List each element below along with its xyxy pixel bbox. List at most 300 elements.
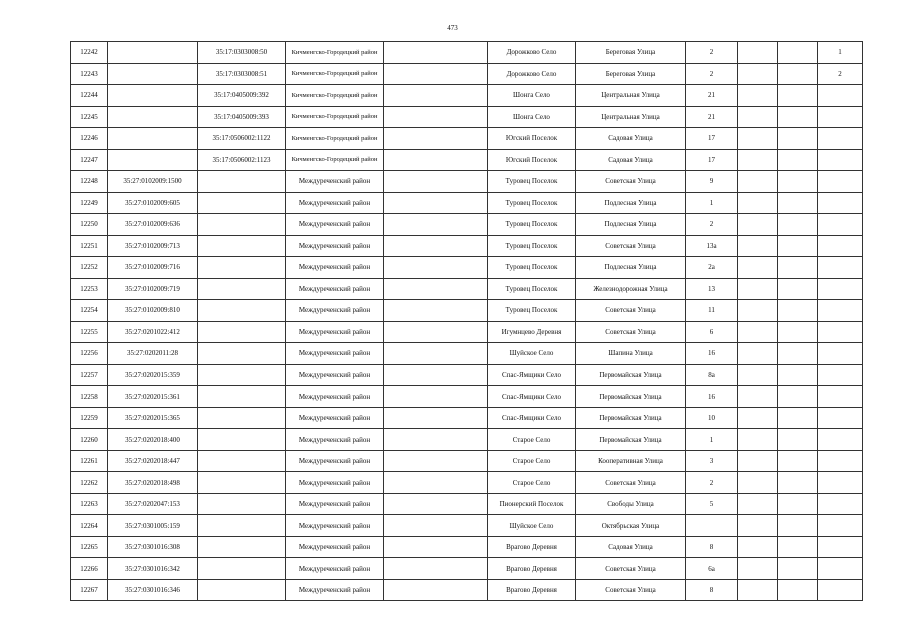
extra-cell-3: 2: [818, 63, 863, 85]
table-row: [71, 192, 863, 214]
cadastral-number-primary: 35:27:0202015:365: [108, 407, 198, 429]
cadastral-number-secondary: [198, 579, 286, 601]
row-number: 12244: [71, 85, 108, 107]
district: Междуреченский район: [286, 386, 384, 408]
street: Советская Улица: [576, 321, 686, 343]
settlement: Пионерский Поселок: [488, 493, 576, 515]
row-number: 12261: [71, 450, 108, 472]
extra-cell: [384, 85, 488, 107]
registry-body: [71, 42, 863, 601]
extra-cell-2: [778, 429, 818, 451]
extra-cell-1: [738, 106, 778, 128]
street: Советская Улица: [576, 472, 686, 494]
extra-cell-3: [818, 515, 863, 537]
extra-cell: [384, 257, 488, 279]
street: Кооперативная Улица: [576, 450, 686, 472]
table-row: [71, 214, 863, 236]
settlement: Туровец Поселок: [488, 192, 576, 214]
district: Междуреченский район: [286, 536, 384, 558]
cadastral-number-primary: 35:27:0202018:498: [108, 472, 198, 494]
settlement: Туровец Поселок: [488, 300, 576, 322]
extra-cell-1: [738, 364, 778, 386]
cadastral-number-primary: 35:27:0201022:412: [108, 321, 198, 343]
cadastral-number-primary: 35:27:0202015:361: [108, 386, 198, 408]
extra-cell-3: [818, 450, 863, 472]
street: Центральная Улица: [576, 106, 686, 128]
extra-cell-2: [778, 85, 818, 107]
district: Междуреченский район: [286, 343, 384, 365]
extra-cell: [384, 493, 488, 515]
cadastral-number-secondary: [198, 558, 286, 580]
district: Кичменгско-Городецкий район: [286, 85, 384, 107]
row-number: 12247: [71, 149, 108, 171]
extra-cell-2: [778, 128, 818, 150]
settlement: Игумнцево Деревня: [488, 321, 576, 343]
extra-cell-3: [818, 192, 863, 214]
row-number: 12257: [71, 364, 108, 386]
extra-cell-3: [818, 128, 863, 150]
settlement: Югский Поселок: [488, 128, 576, 150]
extra-cell-3: [818, 472, 863, 494]
extra-cell-3: [818, 579, 863, 601]
extra-cell-1: [738, 85, 778, 107]
table-row: [71, 85, 863, 107]
extra-cell-1: [738, 429, 778, 451]
cadastral-number-secondary: 35:17:0405009:393: [198, 106, 286, 128]
table-row: [71, 579, 863, 601]
cadastral-number-secondary: [198, 429, 286, 451]
settlement: Врагово Деревня: [488, 558, 576, 580]
table-row: [71, 63, 863, 85]
street: Центральная Улица: [576, 85, 686, 107]
registry-table: [70, 41, 863, 601]
extra-cell: [384, 407, 488, 429]
extra-cell-2: [778, 192, 818, 214]
row-number: 12242: [71, 42, 108, 64]
house-number: 17: [686, 149, 738, 171]
extra-cell: [384, 300, 488, 322]
cadastral-number-secondary: [198, 300, 286, 322]
street: Первомайская Улица: [576, 386, 686, 408]
street: Садовая Улица: [576, 149, 686, 171]
cadastral-number-primary: [108, 149, 198, 171]
house-number: 13а: [686, 235, 738, 257]
extra-cell-1: [738, 321, 778, 343]
extra-cell-1: [738, 450, 778, 472]
settlement: Спас-Ямщики Село: [488, 407, 576, 429]
district: Междуреченский район: [286, 257, 384, 279]
district: Междуреченский район: [286, 214, 384, 236]
table-row: [71, 493, 863, 515]
cadastral-number-secondary: [198, 321, 286, 343]
extra-cell-1: [738, 300, 778, 322]
settlement: Шуйское Село: [488, 515, 576, 537]
street: Советская Улица: [576, 235, 686, 257]
house-number: [686, 515, 738, 537]
district: Междуреченский район: [286, 450, 384, 472]
street: Садовая Улица: [576, 128, 686, 150]
table-row: [71, 536, 863, 558]
extra-cell-2: [778, 171, 818, 193]
extra-cell-3: [818, 149, 863, 171]
extra-cell-2: [778, 472, 818, 494]
extra-cell-2: [778, 343, 818, 365]
extra-cell: [384, 63, 488, 85]
street: Железнодорожная Улица: [576, 278, 686, 300]
cadastral-number-secondary: [198, 171, 286, 193]
extra-cell-1: [738, 343, 778, 365]
house-number: 2: [686, 472, 738, 494]
table-row: [71, 515, 863, 537]
house-number: 2: [686, 42, 738, 64]
cadastral-number-primary: 35:27:0202015:359: [108, 364, 198, 386]
district: Междуреченский район: [286, 278, 384, 300]
cadastral-number-secondary: 35:17:0405009:392: [198, 85, 286, 107]
district: Кичменгско-Городецкий район: [286, 128, 384, 150]
settlement: Шуйское Село: [488, 343, 576, 365]
extra-cell-1: [738, 493, 778, 515]
cadastral-number-secondary: [198, 386, 286, 408]
extra-cell: [384, 343, 488, 365]
extra-cell: [384, 321, 488, 343]
street: Первомайская Улица: [576, 407, 686, 429]
extra-cell-2: [778, 149, 818, 171]
page-number: 473: [447, 24, 458, 32]
street: Советская Улица: [576, 300, 686, 322]
cadastral-number-secondary: 35:17:0506002:1122: [198, 128, 286, 150]
extra-cell-2: [778, 364, 818, 386]
settlement: Старое Село: [488, 472, 576, 494]
extra-cell-1: [738, 149, 778, 171]
house-number: 8: [686, 579, 738, 601]
extra-cell-1: [738, 407, 778, 429]
row-number: 12264: [71, 515, 108, 537]
extra-cell-2: [778, 579, 818, 601]
district: Междуреченский район: [286, 364, 384, 386]
district: Междуреченский район: [286, 472, 384, 494]
table-row: [71, 171, 863, 193]
extra-cell-3: [818, 343, 863, 365]
cadastral-number-primary: 35:27:0202011:28: [108, 343, 198, 365]
settlement: Врагово Деревня: [488, 579, 576, 601]
cadastral-number-primary: 35:27:0202047:153: [108, 493, 198, 515]
street: Советская Улица: [576, 579, 686, 601]
cadastral-number-primary: 35:27:0102009:1500: [108, 171, 198, 193]
row-number: 12267: [71, 579, 108, 601]
settlement: Дорожково Село: [488, 42, 576, 64]
district: Кичменгско-Городецкий район: [286, 42, 384, 64]
extra-cell: [384, 536, 488, 558]
row-number: 12253: [71, 278, 108, 300]
table-row: [71, 558, 863, 580]
house-number: 2: [686, 214, 738, 236]
extra-cell-1: [738, 214, 778, 236]
cadastral-number-secondary: [198, 450, 286, 472]
table-row: [71, 42, 863, 64]
settlement: Югский Поселок: [488, 149, 576, 171]
street: Октябрьская Улица: [576, 515, 686, 537]
street: Свободы Улица: [576, 493, 686, 515]
district: Междуреченский район: [286, 192, 384, 214]
district: Междуреченский район: [286, 171, 384, 193]
house-number: 6а: [686, 558, 738, 580]
extra-cell: [384, 214, 488, 236]
table-row: [71, 386, 863, 408]
extra-cell: [384, 128, 488, 150]
cadastral-number-secondary: [198, 343, 286, 365]
street: Советская Улица: [576, 558, 686, 580]
cadastral-number-secondary: [198, 235, 286, 257]
extra-cell: [384, 42, 488, 64]
cadastral-number-primary: [108, 85, 198, 107]
house-number: 21: [686, 106, 738, 128]
house-number: 5: [686, 493, 738, 515]
extra-cell-2: [778, 321, 818, 343]
settlement: Дорожково Село: [488, 63, 576, 85]
extra-cell-3: [818, 257, 863, 279]
cadastral-number-primary: 35:27:0202018:400: [108, 429, 198, 451]
extra-cell-1: [738, 558, 778, 580]
table-row: [71, 149, 863, 171]
settlement: Старое Село: [488, 450, 576, 472]
extra-cell-2: [778, 106, 818, 128]
cadastral-number-secondary: [198, 515, 286, 537]
table-row: [71, 429, 863, 451]
extra-cell-2: [778, 278, 818, 300]
extra-cell: [384, 364, 488, 386]
district: Междуреченский район: [286, 558, 384, 580]
house-number: 10: [686, 407, 738, 429]
row-number: 12248: [71, 171, 108, 193]
cadastral-number-primary: 35:27:0202018:447: [108, 450, 198, 472]
extra-cell-1: [738, 128, 778, 150]
extra-cell-2: [778, 386, 818, 408]
cadastral-number-secondary: [198, 364, 286, 386]
table-row: [71, 235, 863, 257]
house-number: 11: [686, 300, 738, 322]
cadastral-number-secondary: [198, 278, 286, 300]
extra-cell-3: [818, 364, 863, 386]
extra-cell-3: [818, 85, 863, 107]
house-number: 8: [686, 536, 738, 558]
cadastral-number-primary: 35:27:0102009:810: [108, 300, 198, 322]
row-number: 12259: [71, 407, 108, 429]
district: Междуреченский район: [286, 235, 384, 257]
table-row: [71, 106, 863, 128]
extra-cell-2: [778, 235, 818, 257]
district: Кичменгско-Городецкий район: [286, 106, 384, 128]
extra-cell-3: [818, 106, 863, 128]
cadastral-number-primary: 35:27:0301016:346: [108, 579, 198, 601]
extra-cell-3: [818, 235, 863, 257]
extra-cell-3: [818, 386, 863, 408]
cadastral-number-secondary: [198, 536, 286, 558]
house-number: 17: [686, 128, 738, 150]
extra-cell: [384, 106, 488, 128]
cadastral-number-secondary: [198, 192, 286, 214]
cadastral-number-primary: 35:27:0301005:159: [108, 515, 198, 537]
house-number: 13: [686, 278, 738, 300]
extra-cell-3: [818, 558, 863, 580]
row-number: 12243: [71, 63, 108, 85]
cadastral-number-secondary: [198, 257, 286, 279]
row-number: 12255: [71, 321, 108, 343]
settlement: Шонга Село: [488, 106, 576, 128]
extra-cell: [384, 558, 488, 580]
house-number: 16: [686, 343, 738, 365]
extra-cell: [384, 515, 488, 537]
row-number: 12246: [71, 128, 108, 150]
extra-cell-1: [738, 536, 778, 558]
extra-cell-2: [778, 407, 818, 429]
cadastral-number-secondary: 35:17:0303008:50: [198, 42, 286, 64]
table-row: [71, 407, 863, 429]
cadastral-number-primary: [108, 63, 198, 85]
row-number: 12262: [71, 472, 108, 494]
cadastral-number-primary: 35:27:0301016:308: [108, 536, 198, 558]
extra-cell-1: [738, 192, 778, 214]
row-number: 12260: [71, 429, 108, 451]
extra-cell-3: [818, 407, 863, 429]
row-number: 12266: [71, 558, 108, 580]
street: Первомайская Улица: [576, 429, 686, 451]
settlement: Спас-Ямщики Село: [488, 386, 576, 408]
extra-cell-2: [778, 450, 818, 472]
house-number: 9: [686, 171, 738, 193]
row-number: 12251: [71, 235, 108, 257]
row-number: 12254: [71, 300, 108, 322]
extra-cell: [384, 278, 488, 300]
house-number: 3: [686, 450, 738, 472]
extra-cell-1: [738, 235, 778, 257]
extra-cell-2: [778, 300, 818, 322]
cadastral-number-secondary: 35:17:0303008:51: [198, 63, 286, 85]
extra-cell-3: [818, 493, 863, 515]
row-number: 12250: [71, 214, 108, 236]
extra-cell-1: [738, 171, 778, 193]
row-number: 12258: [71, 386, 108, 408]
street: Подлесная Улица: [576, 214, 686, 236]
street: Береговая Улица: [576, 42, 686, 64]
district: Междуреченский район: [286, 300, 384, 322]
extra-cell-2: [778, 214, 818, 236]
table-row: [71, 257, 863, 279]
extra-cell-1: [738, 257, 778, 279]
extra-cell: [384, 429, 488, 451]
extra-cell: [384, 386, 488, 408]
extra-cell-3: [818, 214, 863, 236]
district: Междуреченский район: [286, 429, 384, 451]
extra-cell-1: [738, 579, 778, 601]
extra-cell-3: [818, 278, 863, 300]
extra-cell-3: 1: [818, 42, 863, 64]
extra-cell-2: [778, 257, 818, 279]
table-row: [71, 472, 863, 494]
cadastral-number-secondary: [198, 472, 286, 494]
cadastral-number-primary: 35:27:0102009:719: [108, 278, 198, 300]
cadastral-number-primary: 35:27:0102009:605: [108, 192, 198, 214]
district: Междуреченский район: [286, 579, 384, 601]
cadastral-number-secondary: [198, 493, 286, 515]
extra-cell: [384, 149, 488, 171]
district: Междуреченский район: [286, 493, 384, 515]
row-number: 12256: [71, 343, 108, 365]
extra-cell-2: [778, 493, 818, 515]
cadastral-number-secondary: [198, 214, 286, 236]
settlement: Туровец Поселок: [488, 278, 576, 300]
district: Кичменгско-Городецкий район: [286, 149, 384, 171]
table-row: [71, 450, 863, 472]
house-number: 8а: [686, 364, 738, 386]
extra-cell: [384, 450, 488, 472]
row-number: 12252: [71, 257, 108, 279]
extra-cell-1: [738, 515, 778, 537]
extra-cell-1: [738, 386, 778, 408]
street: Советская Улица: [576, 171, 686, 193]
extra-cell-2: [778, 515, 818, 537]
settlement: Старое Село: [488, 429, 576, 451]
table-row: [71, 321, 863, 343]
settlement: Туровец Поселок: [488, 214, 576, 236]
settlement: Туровец Поселок: [488, 171, 576, 193]
extra-cell-3: [818, 171, 863, 193]
settlement: Спас-Ямщики Село: [488, 364, 576, 386]
extra-cell: [384, 171, 488, 193]
extra-cell-1: [738, 278, 778, 300]
settlement: Шонга Село: [488, 85, 576, 107]
street: Подлесная Улица: [576, 257, 686, 279]
row-number: 12249: [71, 192, 108, 214]
house-number: 1: [686, 192, 738, 214]
district: Кичменгско-Городецкий район: [286, 63, 384, 85]
house-number: 2а: [686, 257, 738, 279]
cadastral-number-primary: [108, 106, 198, 128]
extra-cell-1: [738, 63, 778, 85]
extra-cell-2: [778, 558, 818, 580]
cadastral-number-primary: 35:27:0102009:636: [108, 214, 198, 236]
settlement: Туровец Поселок: [488, 235, 576, 257]
extra-cell: [384, 579, 488, 601]
row-number: 12263: [71, 493, 108, 515]
cadastral-number-primary: [108, 42, 198, 64]
street: Первомайская Улица: [576, 364, 686, 386]
extra-cell-1: [738, 42, 778, 64]
table-row: [71, 128, 863, 150]
extra-cell: [384, 235, 488, 257]
extra-cell-1: [738, 472, 778, 494]
house-number: 6: [686, 321, 738, 343]
extra-cell-2: [778, 42, 818, 64]
house-number: 21: [686, 85, 738, 107]
row-number: 12245: [71, 106, 108, 128]
cadastral-number-primary: 35:27:0301016:342: [108, 558, 198, 580]
cadastral-number-secondary: 35:17:0506002:1123: [198, 149, 286, 171]
extra-cell: [384, 192, 488, 214]
extra-cell-2: [778, 63, 818, 85]
house-number: 2: [686, 63, 738, 85]
table-row: [71, 278, 863, 300]
house-number: 16: [686, 386, 738, 408]
extra-cell-3: [818, 321, 863, 343]
table-row: [71, 300, 863, 322]
settlement: Врагово Деревня: [488, 536, 576, 558]
cadastral-number-primary: 35:27:0102009:713: [108, 235, 198, 257]
house-number: 1: [686, 429, 738, 451]
extra-cell-3: [818, 429, 863, 451]
extra-cell-3: [818, 536, 863, 558]
row-number: 12265: [71, 536, 108, 558]
street: Шапина Улица: [576, 343, 686, 365]
